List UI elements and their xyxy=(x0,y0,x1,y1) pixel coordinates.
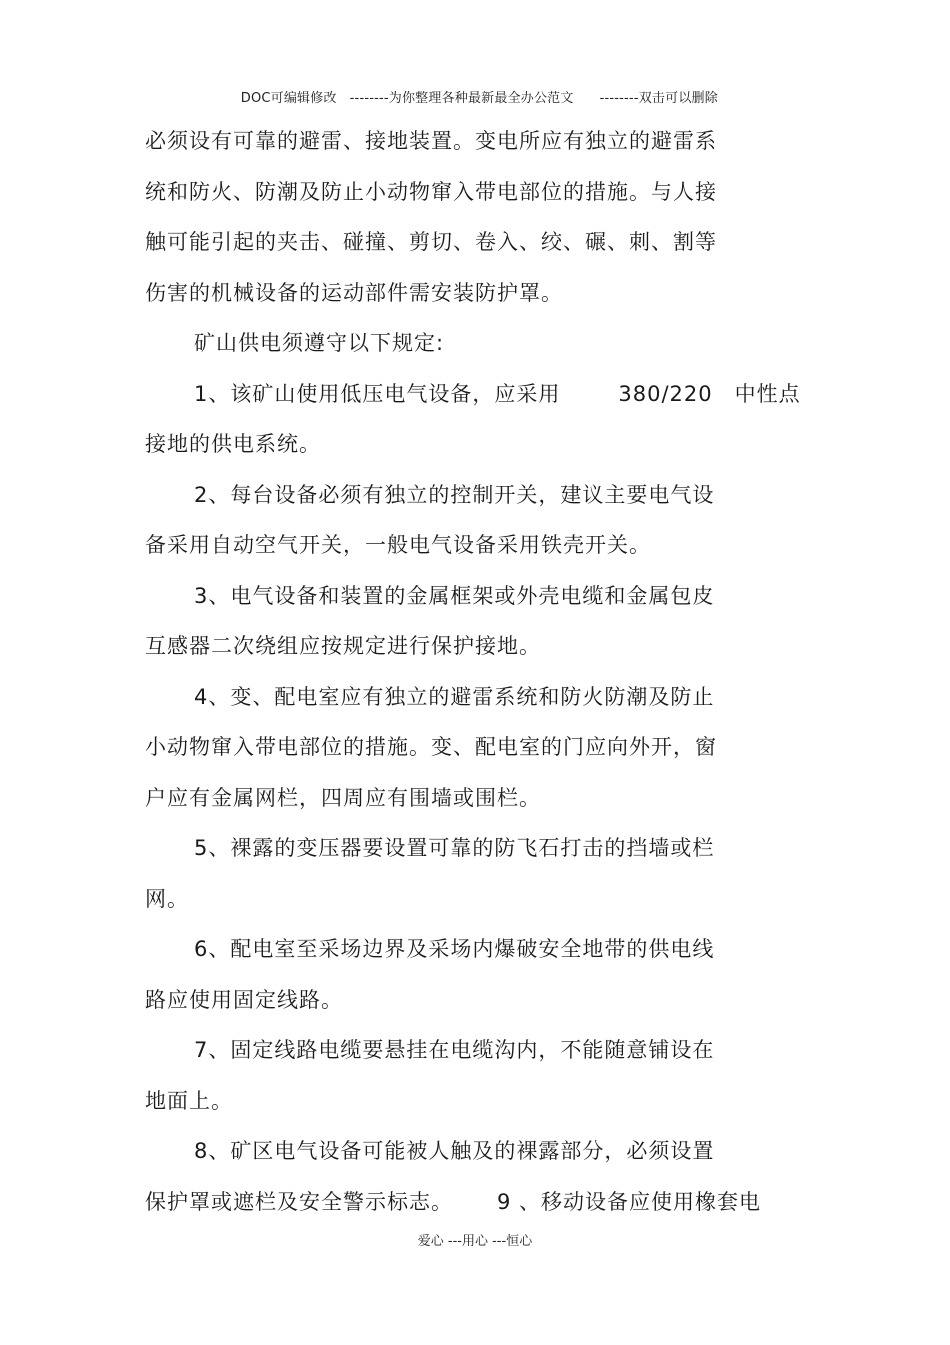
last-line xyxy=(145,1185,815,1236)
text-line: 小动物窜入带电部位的措施。变、配电室的门应向外开，窗 xyxy=(145,735,717,759)
text-line: 7、固定线路电缆要悬挂在电缆沟内，不能随意铺设在 xyxy=(194,1038,715,1062)
text-line: 伤害的机械设备的运动部件需安装防护罩。 xyxy=(145,280,563,305)
text-line: 必须设有可靠的避雷、接地装置。变电所应有独立的避雷系 xyxy=(145,129,717,153)
section-intro: 矿山供电须遵守以下规定: xyxy=(194,331,445,355)
text-line: 户应有金属网栏，四周应有围墙或围栏。 xyxy=(145,785,541,810)
item-9-start: 9 、移动设备应使用橡套电 xyxy=(497,1189,762,1214)
text-line: 4、变、配电室应有独立的避雷系统和防火防潮及防止 xyxy=(194,684,715,709)
item-1-text: 1、该矿山使用低压电气设备，应采用 xyxy=(194,381,561,406)
text-line: 接地的供电系统。 xyxy=(145,432,321,456)
header-right: --------双击可以删除 xyxy=(599,91,718,106)
text-line: 8、矿区电气设备可能被人触及的裸露部分，必须设置 xyxy=(194,1139,715,1163)
text-line: 2、每台设备必须有独立的控制开关，建议主要电气设 xyxy=(194,482,715,507)
text-line: 6、配电室至采场边界及采场内爆破安全地带的供电线 xyxy=(194,937,715,961)
text-line: 触可能引起的夹击、碰撞、剪切、卷入、绞、碾、刺、割等 xyxy=(145,230,717,254)
text-line: 路应使用固定线路。 xyxy=(145,987,343,1012)
text-line: 5、裸露的变压器要设置可靠的防飞石打击的挡墙或栏 xyxy=(194,836,715,860)
text-line: 备采用自动空气开关，一般电气设备采用铁壳开关。 xyxy=(145,533,651,557)
document-body xyxy=(145,124,815,1235)
item-1-suffix: 中性点 xyxy=(734,381,801,406)
page-footer: 爱心 ---用心 ---恒心 xyxy=(417,1234,533,1249)
header-left: DOC可编辑修改 xyxy=(240,91,337,106)
text-line: 3、电气设备和装置的金属框架或外壳电缆和金属包皮 xyxy=(194,583,715,608)
header-middle: --------为你整理各种最新最全办公范文 xyxy=(349,91,574,106)
text-line: 地面上。 xyxy=(145,1088,233,1113)
item-1-line xyxy=(145,377,815,428)
page-header xyxy=(0,72,950,106)
text-line: 网。 xyxy=(145,886,189,911)
voltage-value: 380/220 xyxy=(618,381,713,406)
text-line: 互感器二次绕组应按规定进行保护接地。 xyxy=(145,634,541,658)
text-line: 统和防火、防潮及防止小动物窜入带电部位的措施。与人接 xyxy=(145,179,717,204)
item-8-end: 保护罩或遮栏及安全警示标志。 xyxy=(145,1189,453,1214)
